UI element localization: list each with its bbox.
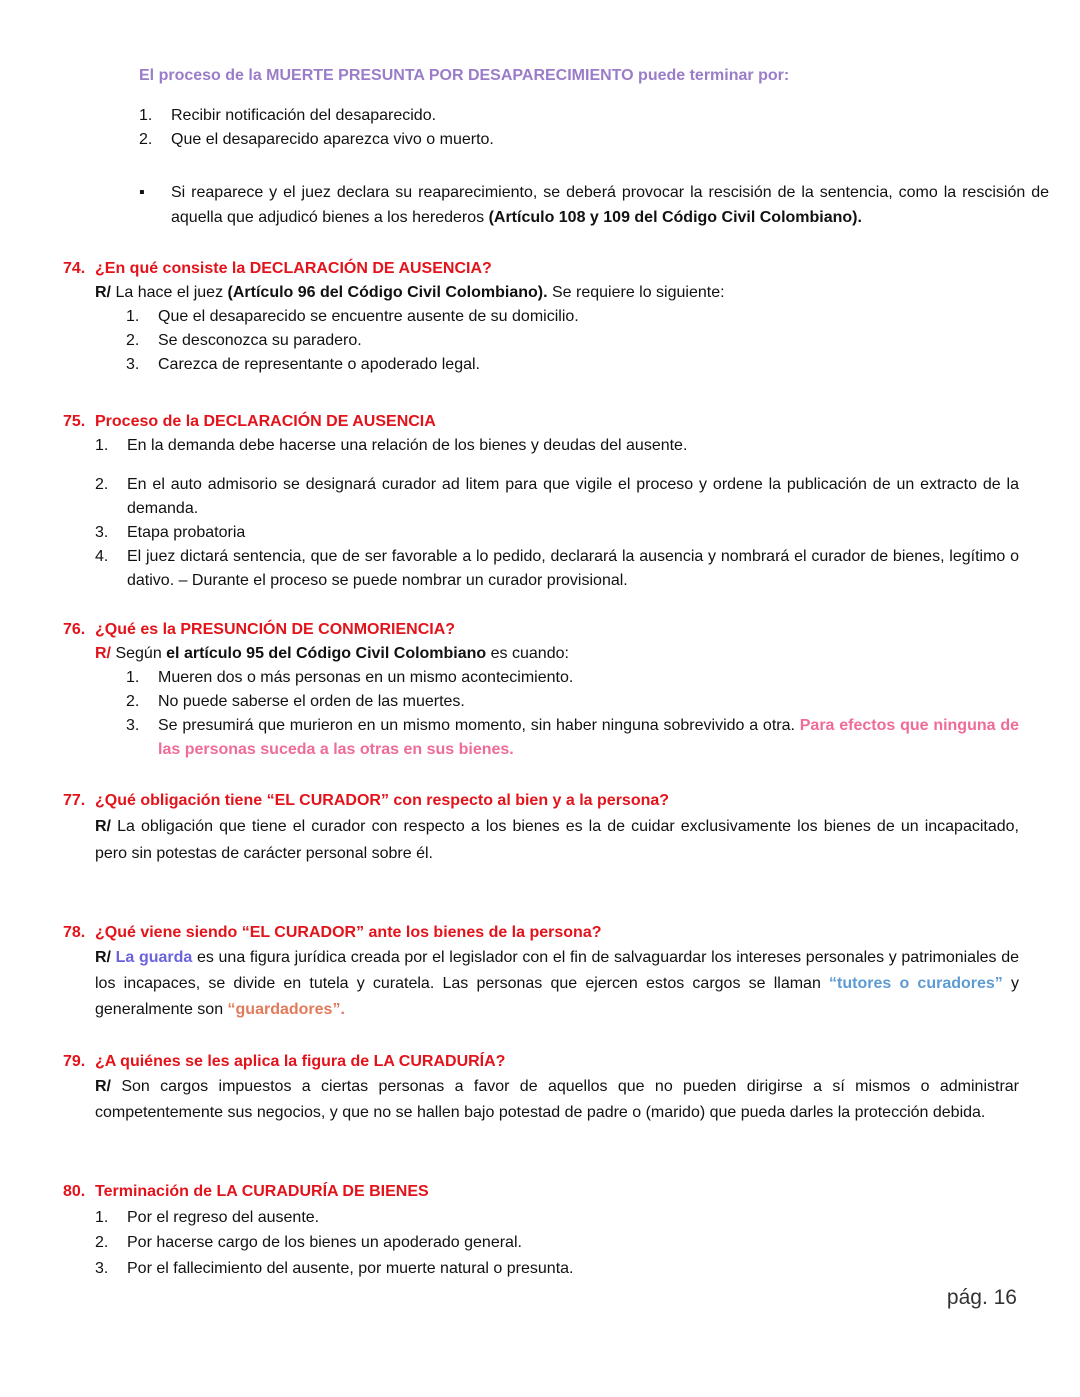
question-heading: 80. Terminación de LA CURADURÍA DE BIENES — [63, 1183, 429, 1200]
list-item: 1. Por el regreso del ausente. — [95, 1208, 320, 1226]
bullet-text: Si reaparece y el juez declara su reaparecimiento, se deberá provocar la rescisión de la sentencia, como la rescisión de aquella que adjudicó bienes a los herederos — [171, 184, 1049, 226]
question-heading: 77. ¿Qué obligación tiene “EL CURADOR” con respecto al bien y a la persona? — [63, 792, 670, 809]
question-80 — [63, 1179, 1019, 1281]
question-78 — [63, 921, 1019, 1023]
ordered-list — [63, 666, 1019, 762]
section-title: El proceso de la MUERTE PRESUNTA POR DESAPARECIMIENTO puede terminar por: — [139, 67, 790, 84]
bullet-citation: (Artículo 108 y 109 del Código Civil Colombiano). — [488, 209, 862, 226]
question-74 — [63, 257, 1019, 377]
question-77 — [63, 789, 1019, 867]
question-heading: 75. Proceso de la DECLARACIÓN DE AUSENCIA — [63, 413, 436, 430]
ordered-list — [139, 104, 1019, 152]
list-item: 3. Por el fallecimiento del ausente, por muerte natural o presunta. — [95, 1259, 574, 1277]
question-heading: 76. ¿Qué es la PRESUNCIÓN DE CONMORIENCIA? — [63, 621, 456, 638]
list-item: 1. En la demanda debe hacerse una relación de los bienes y deudas del ausente. — [95, 437, 688, 454]
bullet-item — [139, 180, 1049, 230]
question-heading: 79. ¿A quiénes se les aplica la figura de LA CURADURÍA? — [63, 1053, 506, 1070]
answer: R/ La hace el juez (Artículo 96 del Código Civil Colombiano). Se requiere lo siguiente: — [95, 284, 725, 301]
highlight-note: Para efectos que ninguna de las personas suceda a las otras en sus bienes. — [158, 717, 1019, 758]
list-item: 1. Que el desaparecido se encuentre ausente de su domicilio. — [126, 308, 579, 325]
question-heading: 74. ¿En qué consiste la DECLARACIÓN DE AUSENCIA? — [63, 260, 492, 277]
answer: R/ Son cargos impuestos a ciertas personas a favor de aquellos que no pueden dirigirse a sí mismos o administrar competentemente sus negocios, y que no se hallen bajo potestad de padre o (marido) que pueda darles la protección debida. — [95, 1078, 1019, 1121]
list-item: 2. No puede saberse el orden de las muertes. — [126, 693, 465, 710]
list-item-text: Que el desaparecido aparezca vivo o muerto. — [171, 131, 494, 148]
question-heading: 78. ¿Qué viene siendo “EL CURADOR” ante los bienes de la persona? — [63, 924, 602, 941]
list-item: 3. Se presumirá que murieron en un mismo momento, sin haber ninguna sobrevivido a otra. Para efectos que ninguna de las personas suceda a las otras en sus bienes. — [126, 717, 1019, 758]
list-item: 3. Etapa probatoria — [95, 524, 246, 541]
answer: R/ La obligación que tiene el curador con respecto a los bienes es la de cuidar exclusivamente los bienes de un incapacitado, pero sin potestas de carácter personal sobre él. — [95, 818, 1019, 862]
question-76 — [63, 618, 1019, 762]
list-item-text: Recibir notificación del desaparecido. — [171, 107, 437, 124]
list-item: 2. En el auto admisorio se designará curador ad litem para que vigile el proceso y ordene la publicación de un extracto de la demanda. — [95, 476, 1019, 517]
ordered-list — [63, 305, 1019, 377]
list-item: 2. Por hacerse cargo de los bienes un apoderado general. — [95, 1234, 522, 1251]
answer: R/ Según el artículo 95 del Código Civil Colombiano es cuando: — [95, 645, 569, 662]
bullet-icon: ▪ — [139, 184, 145, 201]
list-item: 3. Carezca de representante o apoderado legal. — [126, 356, 480, 373]
answer: R/ La guarda es una figura jurídica creada por el legislador con el fin de salvaguardar los intereses personales y patrimoniales de los incapaces, se divide en tutela y curatela. Las personas que ejercen estos cargos se llaman “tutores o curadores” y generalmente son “guardadores”. — [95, 949, 1019, 1018]
list-item: 4. El juez dictará sentencia, que de ser favorable a lo pedido, declarará la ausencia y nombrará el curador de bienes, legítimo o dativo. – Durante el proceso se puede nombrar un curador provisional. — [95, 548, 1019, 589]
list-item: 1. Recibir notificación del desaparecido. — [139, 107, 437, 124]
page-number: pág. 16 — [946, 1286, 1017, 1309]
ordered-list — [63, 1205, 1019, 1282]
question-79 — [63, 1050, 1019, 1126]
list-item: 2. Se desconozca su paradero. — [126, 332, 362, 349]
question-75 — [63, 410, 1019, 593]
list-item: 1. Mueren dos o más personas en un mismo acontecimiento. — [126, 669, 574, 686]
ordered-list — [63, 434, 1019, 593]
list-item: 2. Que el desaparecido aparezca vivo o muerto. — [139, 131, 494, 148]
